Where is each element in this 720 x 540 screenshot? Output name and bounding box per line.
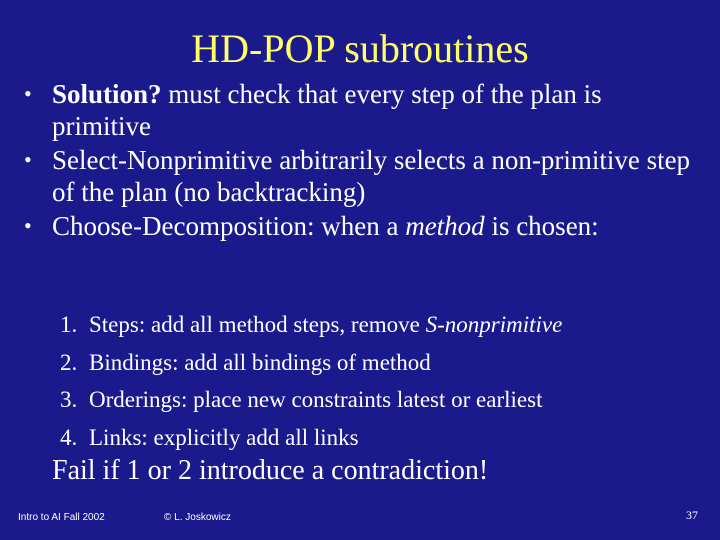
bullet-item [20, 144, 700, 208]
item-number: 2. [60, 349, 78, 375]
bullet-italic-text: method [405, 211, 485, 241]
slide-title: HD-POP subroutines [191, 26, 529, 71]
item-text: Orderings: place new constraints latest or earliest [89, 387, 543, 412]
bullet-text: Select-Nonprimitive arbitrarily selects a non-primitive step of the plan (no backtracking) [52, 145, 691, 207]
footer-course: Intro to AI Fall 2002 [18, 512, 105, 523]
numbered-item [60, 381, 700, 419]
item-number: 3. [60, 387, 78, 412]
bullet-text: must check that every step of the plan is primitive [52, 79, 602, 141]
footer-copyright: © L. Joskowicz [164, 512, 231, 523]
fail-statement: Fail if 1 or 2 introduce a contradiction! [52, 455, 489, 486]
bullet-icon: • [24, 213, 32, 238]
bullet-icon: • [24, 147, 32, 172]
item-text: Bindings: add all bindings of method [89, 349, 431, 375]
numbered-item [60, 419, 700, 457]
bullet-list [20, 78, 700, 244]
numbered-list [60, 306, 700, 456]
item-text: Links: explicitly add all links [89, 424, 359, 450]
bullet-icon: • [24, 81, 32, 106]
bullet-text: Choose-Decomposition: when a [52, 211, 406, 241]
item-italic-text: S-nonprimitive [425, 312, 563, 337]
item-text: Steps: add all method steps, remove [89, 312, 426, 337]
numbered-item [60, 306, 700, 344]
item-number: 4. [60, 424, 78, 450]
bullet-item [20, 78, 700, 142]
page-number: 37 [686, 508, 698, 522]
item-number: 1. [60, 312, 78, 337]
numbered-item [60, 344, 700, 382]
bullet-text: is chosen: [484, 211, 599, 241]
bullet-item [20, 210, 700, 242]
bullet-bold-text: Solution? [52, 79, 162, 109]
